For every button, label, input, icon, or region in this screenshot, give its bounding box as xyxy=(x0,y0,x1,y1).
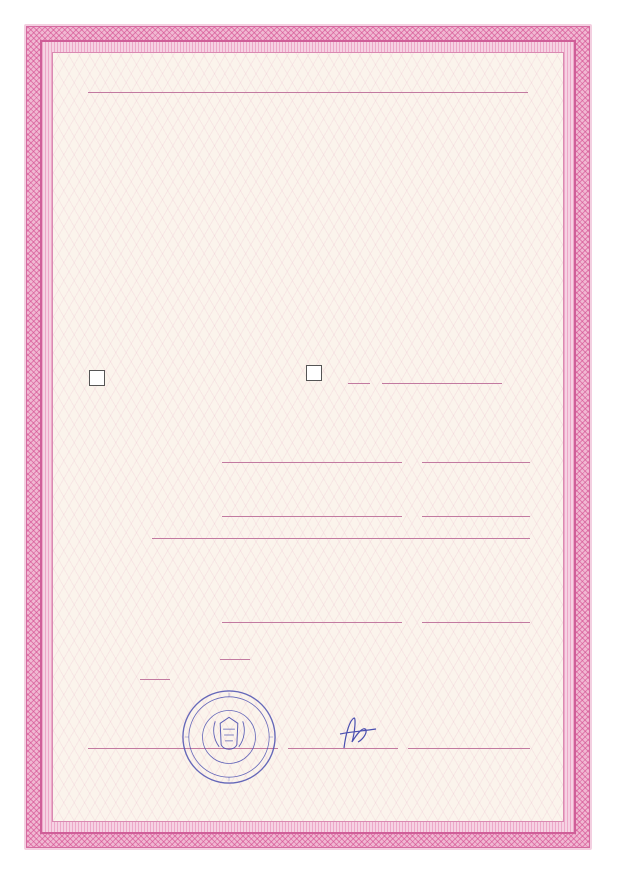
appendix-count-line xyxy=(220,659,250,660)
until-month-line xyxy=(382,383,502,384)
basis-number-line xyxy=(422,462,530,463)
signature-mark xyxy=(332,712,382,752)
unlimited-checkbox xyxy=(89,370,105,386)
until-day-line xyxy=(348,383,370,384)
term-until-checkbox xyxy=(306,365,322,381)
reissue-date-line xyxy=(222,622,402,623)
document-paper xyxy=(52,52,564,822)
extension-date-line xyxy=(222,516,402,517)
reissue-number-line xyxy=(422,622,530,623)
basis-date-line xyxy=(222,462,402,463)
extension-number-line xyxy=(422,516,530,517)
official-seal xyxy=(180,688,278,786)
signature-line xyxy=(288,748,398,749)
divider xyxy=(88,92,528,93)
extended-until-line xyxy=(152,538,530,539)
sheets-line xyxy=(140,679,170,680)
name-line xyxy=(408,748,530,749)
